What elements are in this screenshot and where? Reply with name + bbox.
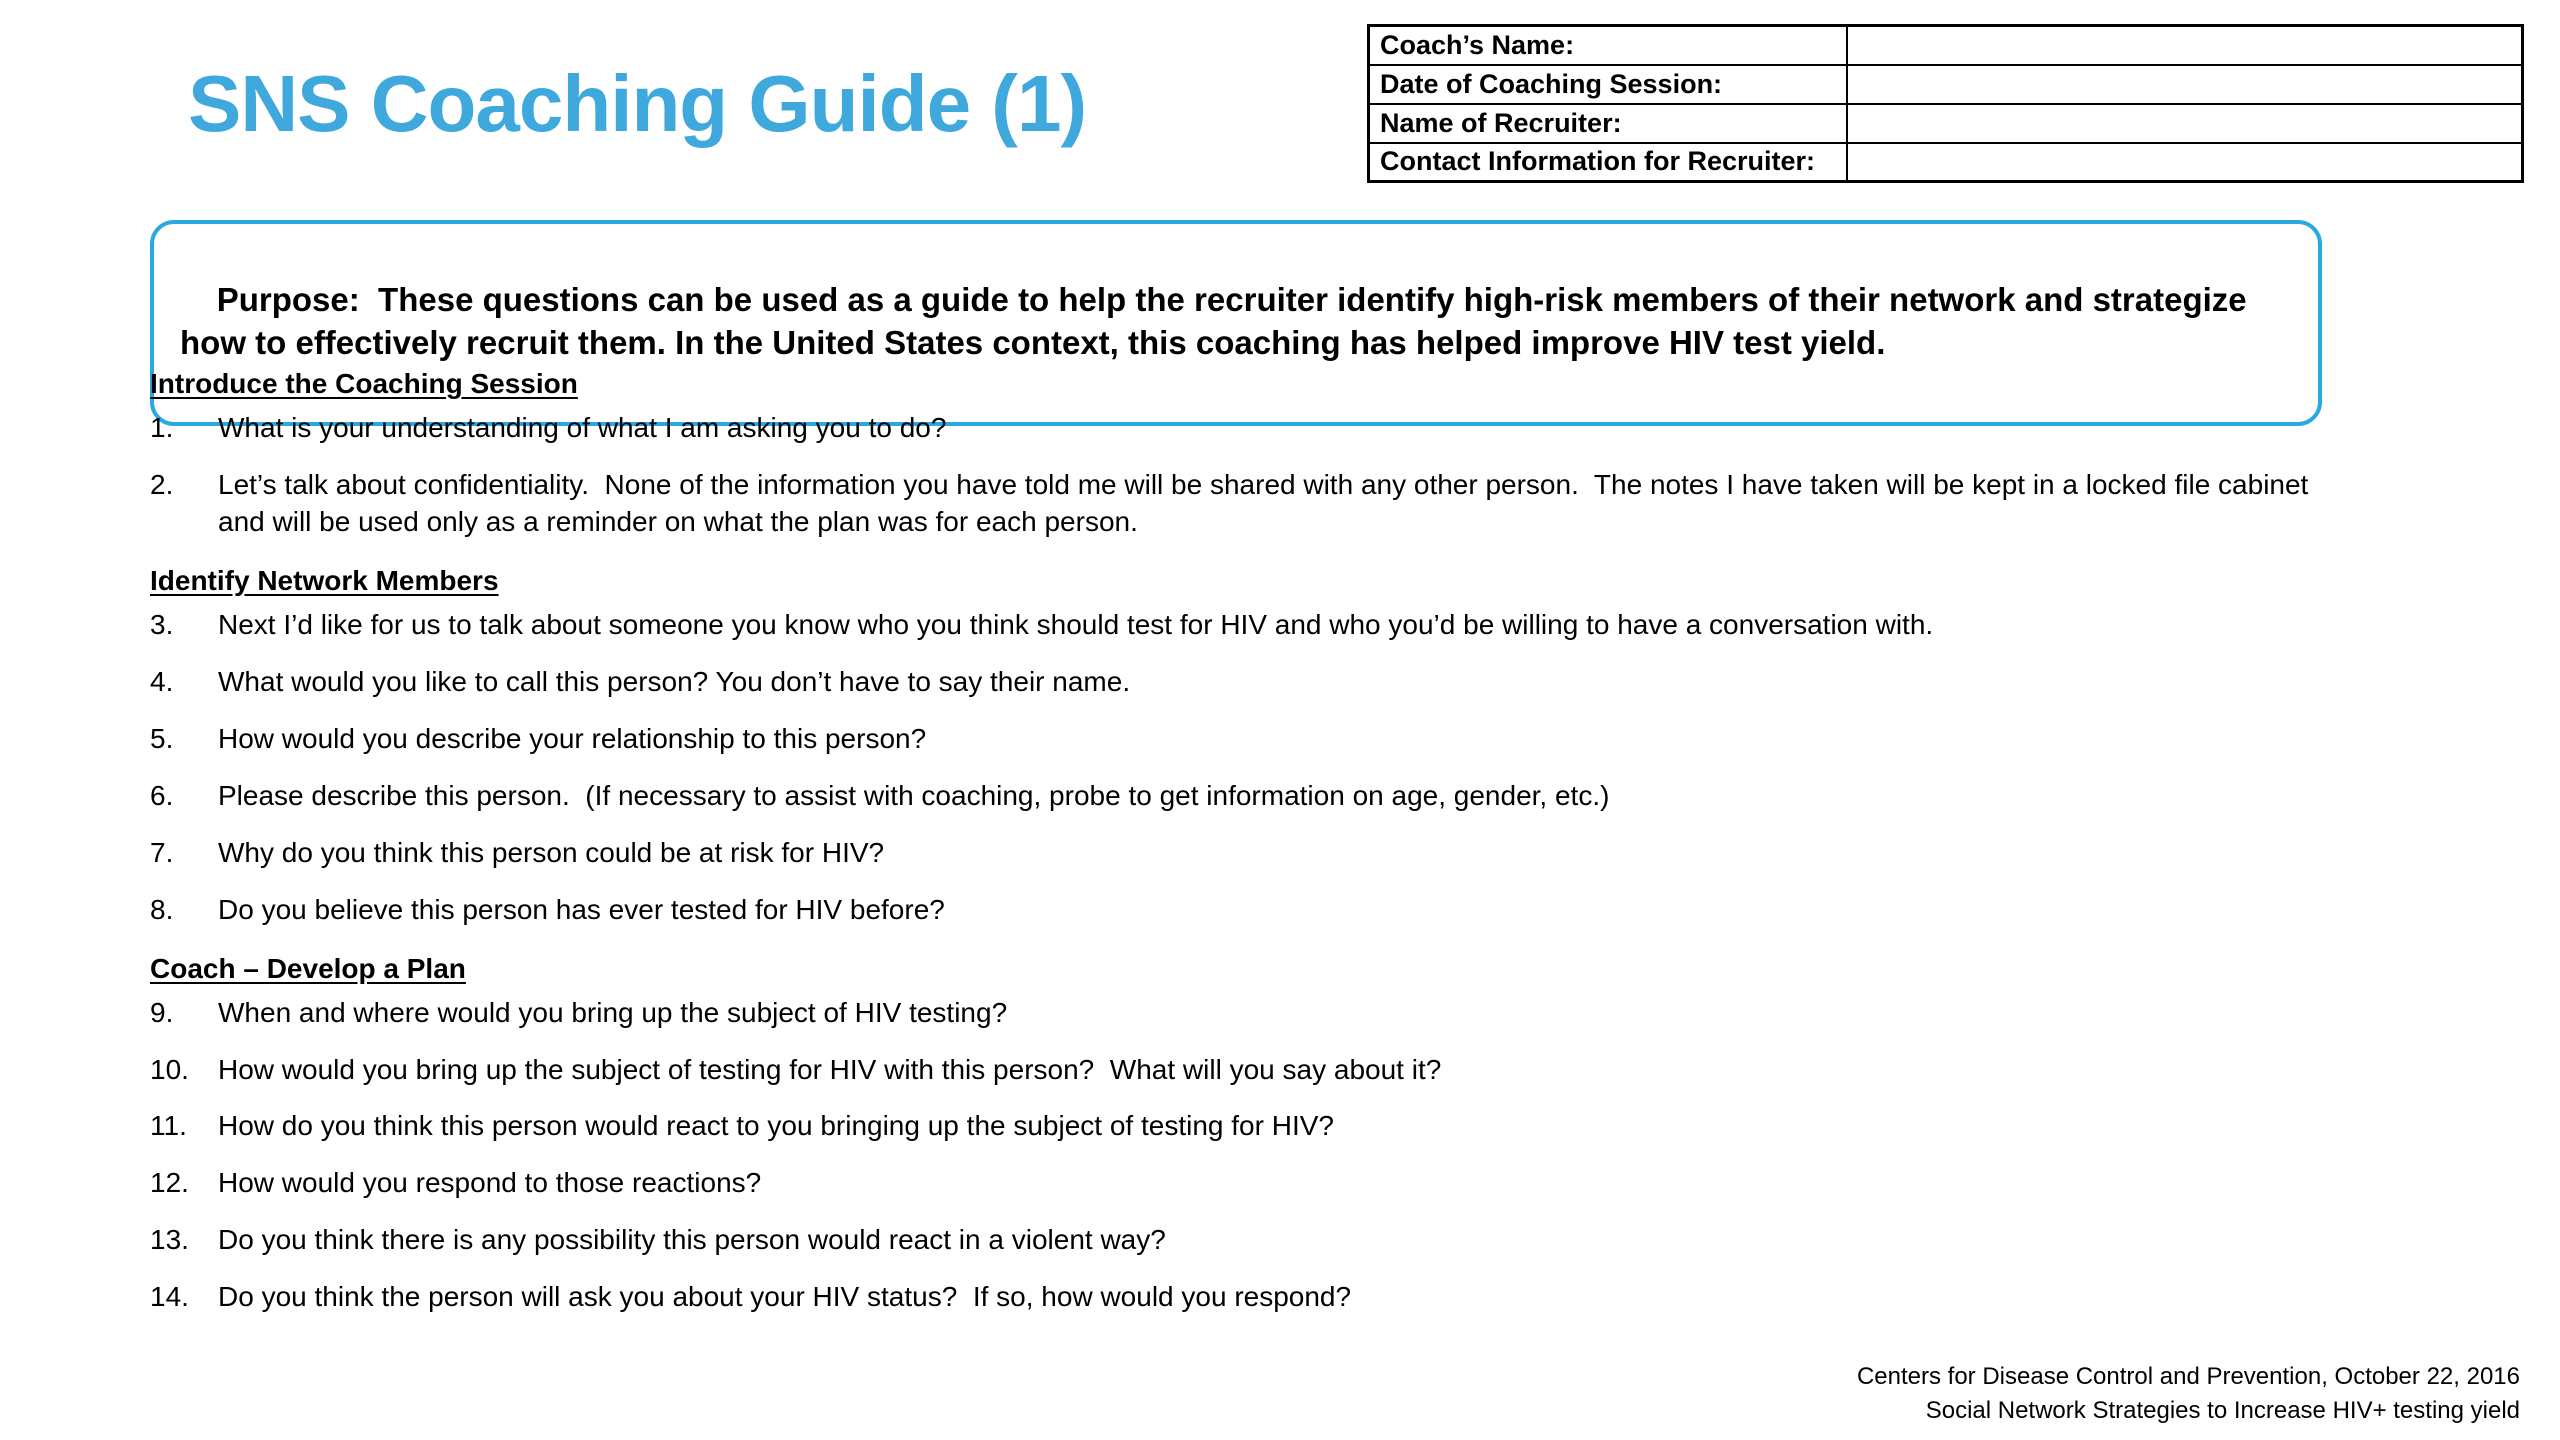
question-number: 9.: [150, 996, 174, 1028]
footer-line-2: Social Network Strategies to Increase HIV+ testing yield: [1925, 1396, 2520, 1424]
question-item: [150, 835, 2350, 872]
question-item: [150, 1052, 2350, 1089]
question-item: [150, 778, 2350, 815]
question-item: [150, 1108, 2350, 1145]
question-text: Next I’d like for us to talk about someone you know who you think should test for HIV and who you’d be willing to have a conversation with.: [218, 608, 1934, 640]
question-text: Do you think there is any possibility this person would react in a violent way?: [218, 1224, 1166, 1256]
footer-line-1: Centers for Disease Control and Prevention, October 22, 2016: [1856, 1362, 2520, 1390]
question-text: What is your understanding of what I am asking you to do?: [218, 412, 947, 443]
question-number: 1.: [150, 412, 174, 443]
question-number: 12.: [150, 1167, 189, 1199]
question-number: 13.: [150, 1224, 189, 1256]
table-row: [1369, 143, 2523, 182]
session-date-field[interactable]: [1847, 65, 2523, 104]
question-number: 5.: [150, 722, 174, 754]
question-number: 11.: [150, 1110, 187, 1142]
question-number: 10.: [150, 1053, 189, 1085]
recruiter-name-label: Name of Recruiter:: [1369, 104, 1847, 143]
question-text: How do you think this person would react to you bringing up the subject of testing for HIV?: [218, 1110, 1334, 1142]
question-text: What would you like to call this person? You don’t have to say their name.: [218, 665, 1131, 697]
purpose-text: Purpose: These questions can be used as a guide to help the recruiter identify high-risk members of their network and strategize how to effectively recruit them. In the United States context, this coaching has helped improve HIV test yield.: [180, 280, 2256, 361]
question-text: When and where would you bring up the subject of HIV testing?: [218, 996, 1008, 1028]
question-number: 4.: [150, 665, 174, 697]
question-text: How would you bring up the subject of testing for HIV with this person? What will you say about it?: [218, 1053, 1442, 1085]
section-heading-identify: Identify Network Members: [150, 564, 499, 596]
document-title: SNS Coaching Guide (1): [188, 59, 1087, 148]
question-text: Let’s talk about confidentiality. None of the information you have told me will be shared with any other person. The notes I have taken will be kept in a locked file cabinet and will be used only as a reminder on what the plan was for each person.: [218, 468, 2317, 537]
question-item: [150, 1279, 2350, 1316]
question-number: 2.: [150, 468, 174, 500]
question-text: Do you think the person will ask you about your HIV status? If so, how would you respond?: [218, 1281, 1352, 1313]
header-info-table: [1367, 24, 2524, 183]
table-row: [1369, 104, 2523, 143]
recruiter-name-field[interactable]: [1847, 104, 2523, 143]
question-number: 7.: [150, 836, 174, 868]
question-text: Do you believe this person has ever tested for HIV before?: [218, 893, 945, 925]
question-text: Please describe this person. (If necessary to assist with coaching, probe to get information on age, gender, etc.): [218, 779, 1610, 811]
question-list: [150, 368, 2350, 1336]
table-row: [1369, 65, 2523, 104]
question-item: [150, 721, 2350, 758]
question-item: [150, 892, 2350, 929]
question-item: [150, 664, 2350, 701]
section-identify-network-members: [150, 565, 2350, 929]
section-introduce-coaching-session: [150, 368, 2350, 541]
section-coach-develop-plan: [150, 953, 2350, 1317]
section-heading-introduce: Introduce the Coaching Session: [150, 368, 578, 399]
section-heading-develop-plan: Coach – Develop a Plan: [150, 952, 466, 984]
session-date-label: Date of Coaching Session:: [1369, 65, 1847, 104]
coach-name-label: Coach’s Name:: [1369, 26, 1847, 65]
coach-name-field[interactable]: [1847, 26, 2523, 65]
document-footer: [1857, 1360, 2520, 1428]
question-text: Why do you think this person could be at risk for HIV?: [218, 836, 885, 868]
question-number: 8.: [150, 893, 174, 925]
question-number: 6.: [150, 779, 174, 811]
question-item: [150, 1165, 2350, 1202]
question-item: [150, 410, 2350, 447]
question-item: [150, 1222, 2350, 1259]
table-row: [1369, 26, 2523, 65]
recruiter-contact-label: Contact Information for Recruiter:: [1369, 143, 1847, 182]
recruiter-contact-field[interactable]: [1847, 143, 2523, 182]
question-item: [150, 995, 2350, 1032]
question-number: 14.: [150, 1281, 189, 1313]
question-text: How would you respond to those reactions?: [218, 1167, 762, 1199]
question-number: 3.: [150, 608, 174, 640]
question-item: [150, 607, 2350, 644]
question-item: [150, 467, 2350, 541]
question-text: How would you describe your relationship to this person?: [218, 722, 927, 754]
